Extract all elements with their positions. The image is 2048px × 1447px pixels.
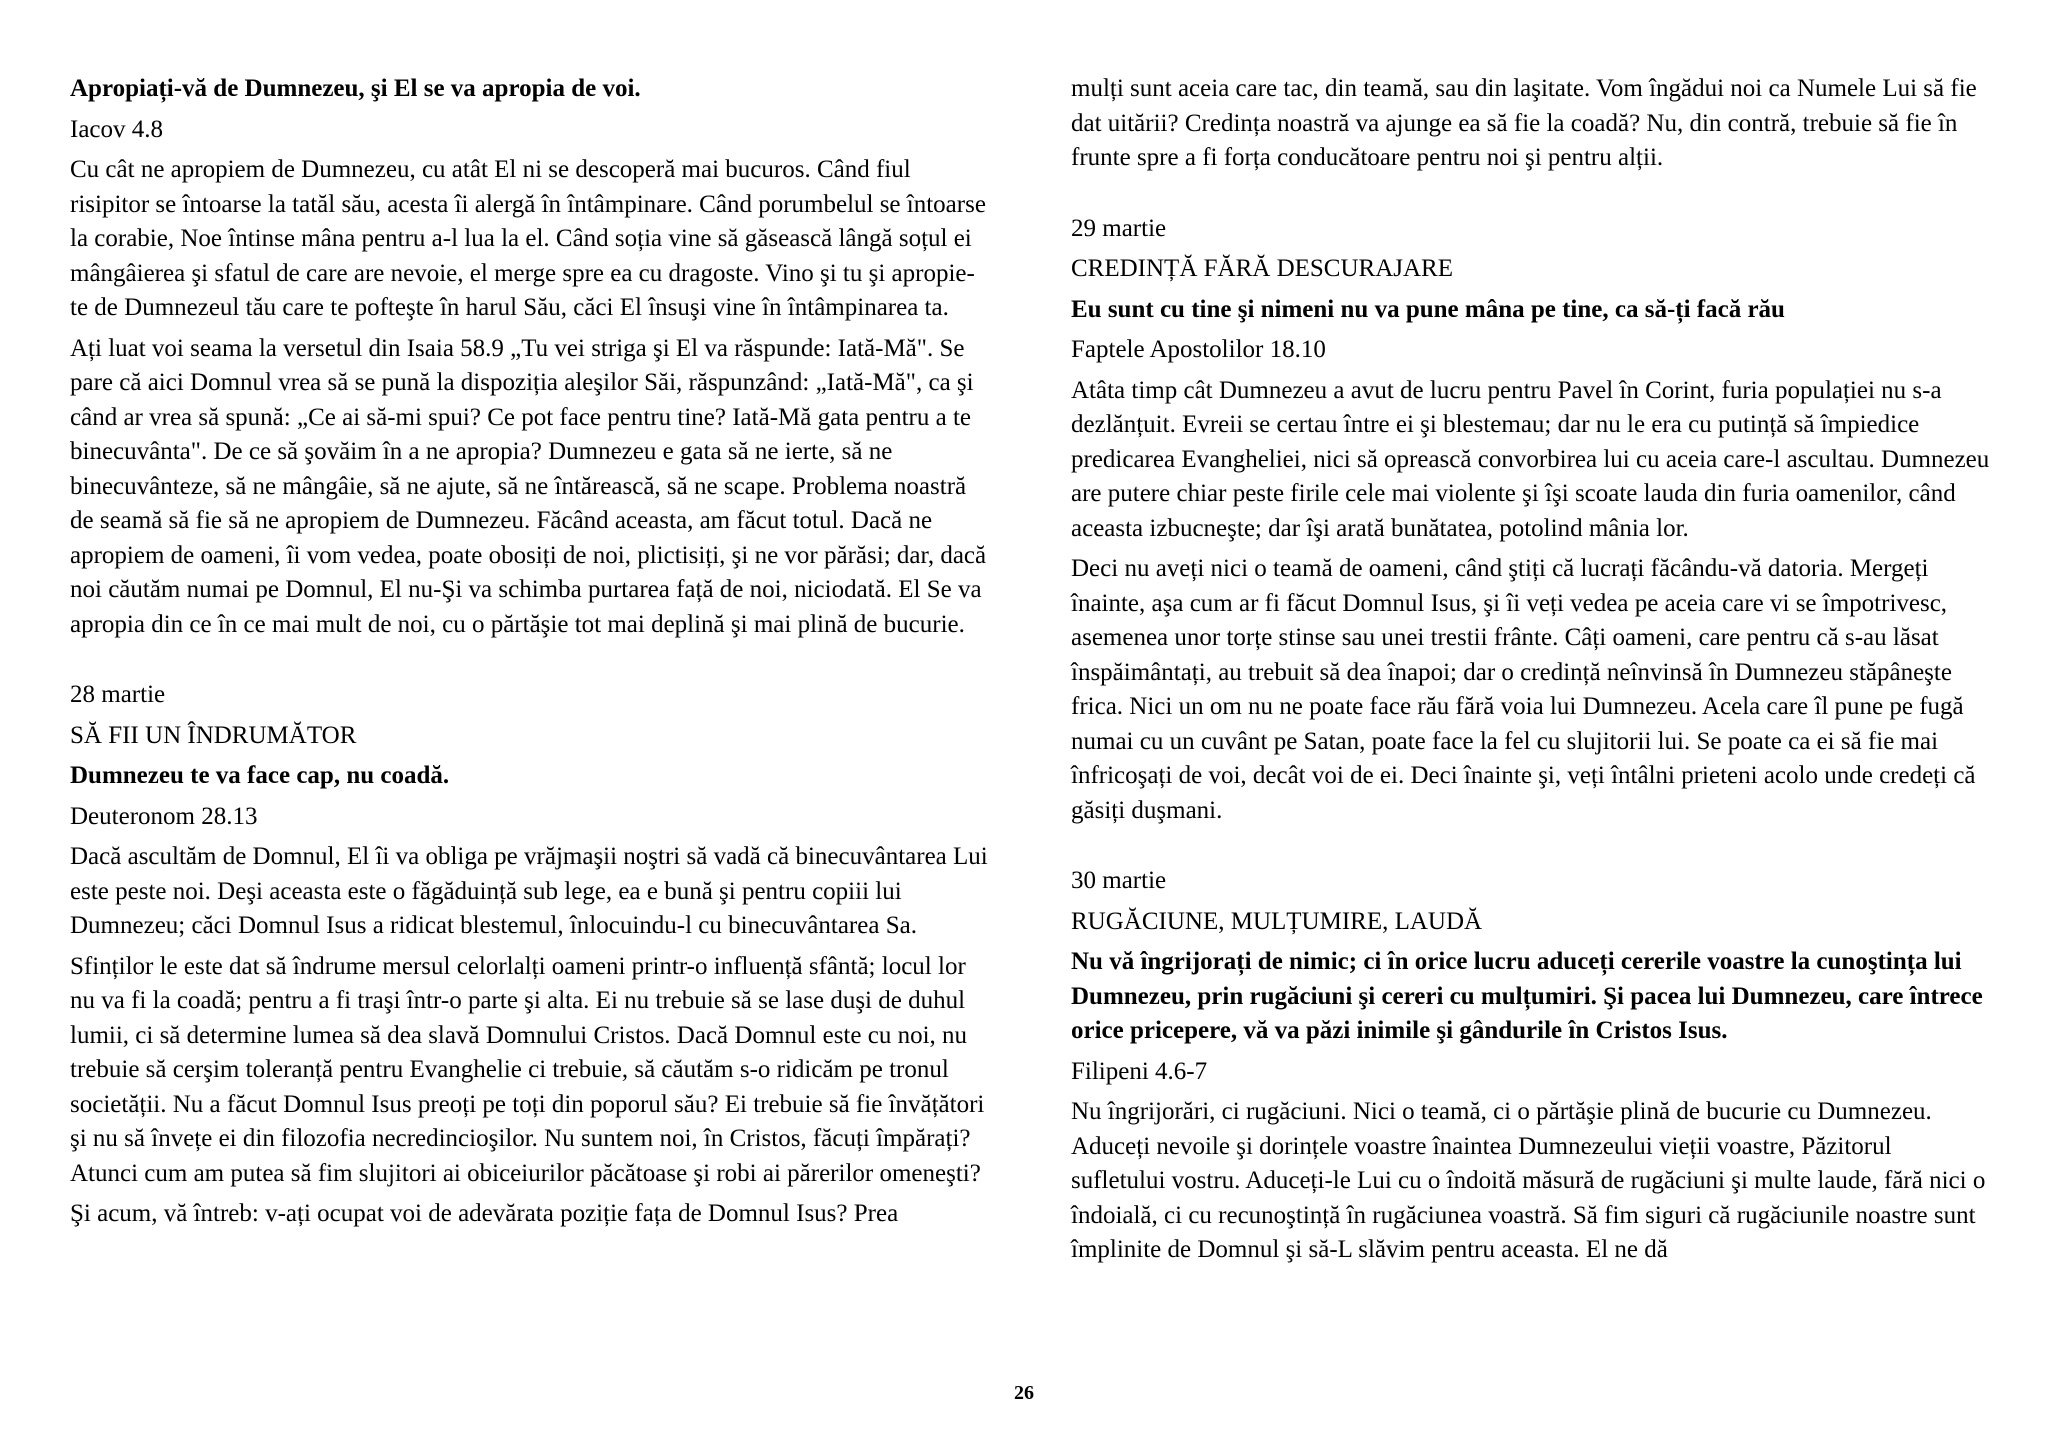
entry-date: 30 martie [1071, 867, 1167, 894]
verse-text: Apropiați-vă de Dumnezeu, şi El se va apropia de voi. [70, 75, 641, 102]
left-column [70, 72, 990, 1238]
paragraph: Atâta timp cât Dumnezeu a avut de lucru pentru Pavel în Corint, furia populației nu s-a dezlănțuit. Evreii se certau între ei şi blestemau; dar nu le era cu putință să împiedice predicarea Evangheliei, nici să oprească convorbirea lui cu aceia care-l ascultau. Dumnezeu are putere chiar peste firile cele mai violente şi îşi scoate lauda din furia oamenilor, când aceasta izbucneşte; dar îşi arată bunătatea, potolind mânia lor. [1071, 376, 1990, 542]
section-spacer [1071, 182, 1991, 212]
paragraph: Şi acum, vă întreb: v-ați ocupat voi de adevărata poziție fața de Domnul Isus? Prea [70, 1200, 899, 1227]
paragraph: Dacă ascultăm de Domnul, El îi va obliga pe vrăjmaşii noştri să vadă că binecuvântarea Lui este peste noi. Deşi aceasta este o făgăduință sub lege, ea e bună şi pentru copiii lui Dumnezeu; căci Domnul Isus a ridicat blestemul, înlocuindu-l cu binecuvântarea Sa. [70, 843, 988, 939]
entry-date: 28 martie [70, 681, 166, 708]
page-number: 26 [1014, 1382, 1034, 1404]
entry-date: 29 martie [1071, 214, 1167, 242]
verse-text: Nu vă îngrijorați de nimic; ci în orice lucru aduceți cererile voastre la cunoştința lui Dumnezeu, prin rugăciuni şi cereri cu mulțumiri. Şi pacea lui Dumnezeu, care întrece orice pricepere, vă va păzi inimile şi gândurile în Cristos Isus. [1071, 948, 1983, 1044]
verse-reference: Iacov 4.8 [70, 115, 164, 143]
paragraph: Ați luat voi seama la versetul din Isaia 58.9 „Tu vei striga şi El va răspunde: Iată-Mă". Se pare că aici Domnul vrea să se pună la dispoziția aleşilor Săi, răspunzând: „Iată-Mă", ca şi când ar vrea să spună: „Ce ai să-mi spui? Ce pot face pentru tine? Iată-Mă gata pentru a te binecuvânta". De ce să şovăim în a ne apropia? Dumnezeu e gata să ne ierte, să ne binecuvânteze, să ne mângâie, să ne ajute, să ne întărească, să ne scape. Problema noastră de seamă să fie să ne apropiem de Dumnezeu. Făcând aceasta, am făcut totul. Dacă ne apropiem de oameni, îi vom vedea, poate obosiți de noi, plictisiți, şi ne vor părăsi; dar, dacă noi căutăm numai pe Domnul, El nu-Şi va schimba purtarea față de noi, niciodată. El Se va apropia din ce în ce mai mult de noi, cu o părtăşie tot mai deplină şi mai plină de bucurie. [70, 334, 987, 638]
paragraph: Deci nu aveți nici o teamă de oameni, când ştiți că lucrați făcându-vă datoria. Mergeți înainte, aşa cum ar fi făcut Domnul Isus, şi îi veți vedea pe aceia care vi se împotrivesc, asemenea unor torțe stinse sau unei trestii frânte. Câți oameni, care pentru că s-au lăsat înspăimântați, au trebuit să dea înapoi; dar o credință neînvinsă în Dumnezeu stăpâneşte frica. Nici un om nu ne poate face rău fără voia lui Dumnezeu. Acela care îl pune pe fugă numai cu un cuvânt pe Satan, poate face la fel cu slujitorii lui. Se poate ca ei să fie mai înfricoşați de voi, decât voi de ei. Deci înainte şi, veți întâlni prieteni acolo unde credeți că găsiți duşmani. [1071, 555, 1976, 824]
section-spacer [70, 648, 990, 678]
verse-text: Eu sunt cu tine şi nimeni nu va pune mâna pe tine, ca să-ți facă rău [1071, 295, 1785, 323]
verse-reference: Deuteronom 28.13 [70, 802, 258, 830]
paragraph: Sfinților le este dat să îndrume mersul celorlalți oameni printr-o influență sfântă; locul lor nu va fi la coadă; pentru a fi traşi într-o parte şi alta. Ei nu trebuie să se lase duşi de duhul lumii, ci să determine lumea să dea slavă Domnului Cristos. Dacă Domnul este cu noi, nu trebuie să cerşim toleranță pentru Evanghelie ci trebuie, să căutăm s-o ridicăm pe tronul societății. Nu a făcut Domnul Isus preoți pe toți din poporul său? Ei trebuie să fie învățători şi nu să învețe ei din filozofia necredincioşilor. Nu suntem noi, în Cristos, făcuți împărați? Atunci cum am putea să fim slujitori ai obiceiurilor păcătoase şi robi ai părerilor omeneşti? [70, 952, 985, 1187]
paragraph: Nu îngrijorări, ci rugăciuni. Nici o teamă, ci o părtăşie plină de bucurie cu Dumnezeu. Aduceți nevoile şi dorințele voastre înaintea Dumnezeului vieții voastre, Păzitorul sufletului vostru. Aduceți-le Lui cu o îndoită măsură de rugăciuni şi multe laude, fără nici o îndoială, ci cu recunoştință în rugăciunea voastră. Să fim siguri că rugăciunile noastre sunt împlinite de Domnul şi să-L slăvim pentru aceasta. El ne dă [1071, 1098, 1986, 1263]
verse-text: Dumnezeu te va face cap, nu coadă. [70, 762, 450, 789]
section-spacer [1071, 834, 1991, 864]
paragraph: Cu cât ne apropiem de Dumnezeu, cu atât El ni se descoperă mai bucuros. Când fiul risipitor se întoarse la tatăl său, acesta îi alergă în întâmpinare. Când porumbelul se întoarse la corabie, Noe întinse mâna pentru a-l lua la el. Când soția vine să găsească lângă soțul ei mângâierea şi sfatul de care are nevoie, el merge spre ea cu dragoste. Vino şi tu şi apropie-te de Dumnezeul tău care te pofteşte în harul Său, căci El însuşi vine în întâmpinarea ta. [70, 156, 986, 321]
entry-title: CREDINȚĂ FĂRĂ DESCURAJARE [1071, 255, 1453, 282]
paragraph-continuation: mulți sunt aceia care tac, din teamă, sau din laşitate. Vom îngădui noi ca Numele Lui să fie dat uitării? Credința noastră va ajunge ea să fie la coadă? Nu, din contră, trebuie să fie în frunte spre a fi forța conducătoare pentru noi şi pentru alții. [1071, 75, 1977, 171]
verse-reference: Faptele Apostolilor 18.10 [1071, 336, 1326, 363]
right-column [1071, 72, 1991, 1274]
verse-reference: Filipeni 4.6-7 [1071, 1057, 1208, 1085]
entry-title: RUGĂCIUNE, MULȚUMIRE, LAUDĂ [1071, 907, 1483, 935]
entry-title: SĂ FII UN ÎNDRUMĂTOR [70, 721, 357, 749]
